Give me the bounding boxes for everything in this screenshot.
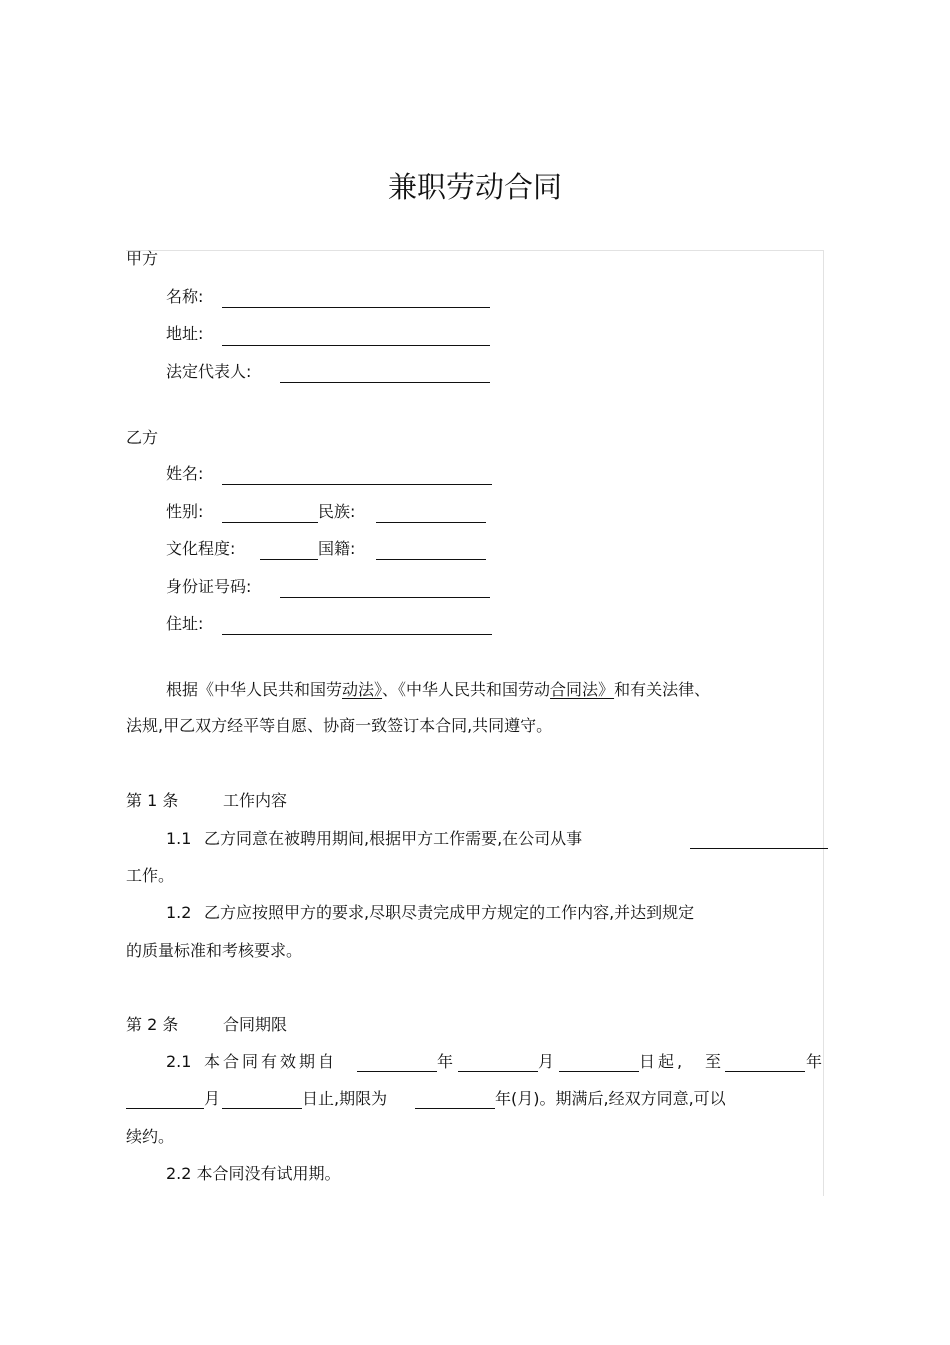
preamble-text-a: 根据《中华人民共和国劳 [166, 680, 343, 699]
document-title: 兼职劳动合同 [387, 170, 562, 204]
article-2-heading: 第 2 条 [126, 1015, 179, 1034]
article-1-title: 工作内容 [223, 791, 288, 810]
party-a-rep-label: 法定代表人: [166, 362, 252, 381]
clause-2-1-number: 2.1 [166, 1052, 192, 1071]
party-a-address-label: 地址: [166, 324, 204, 343]
party-b-id-field[interactable] [280, 597, 490, 598]
term-field[interactable] [415, 1108, 495, 1109]
party-b-address-label: 住址: [166, 614, 204, 633]
end-year-label: 年 [806, 1052, 823, 1071]
preamble-line-2: 法规,甲乙双方经平等自愿、协商一致签订本合同,共同遵守。 [126, 716, 553, 735]
clause-2-2-text: 2.2 本合同没有试用期。 [166, 1164, 341, 1183]
party-b-heading: 乙方 [126, 428, 159, 447]
end-month-label: 月 [204, 1089, 221, 1108]
party-b-name-label: 姓名: [166, 464, 204, 483]
party-a-name-label: 名称: [166, 287, 204, 306]
party-a-rep-field[interactable] [280, 382, 490, 383]
clause-2-1-start: 本合同有效期自 [204, 1052, 338, 1071]
term-label: 年(月)。期满后,经双方同意,可以 [495, 1089, 726, 1108]
clause-1-2-number: 1.2 [166, 903, 192, 922]
party-b-ethnicity-label: 民族: [318, 502, 356, 521]
job-field[interactable] [690, 848, 828, 849]
party-b-id-label: 身份证号码: [166, 577, 252, 596]
preamble-line-1 [166, 679, 710, 701]
start-month-field[interactable] [458, 1071, 538, 1072]
party-b-gender-label: 性别: [166, 502, 204, 521]
end-day-field[interactable] [222, 1108, 302, 1109]
labor-contract-law-link[interactable]: 合同法》 [550, 680, 615, 699]
end-month-field[interactable] [126, 1108, 204, 1109]
clause-1-1-text: 乙方同意在被聘用期间,根据甲方工作需要,在公司从事 [204, 829, 583, 848]
party-a-heading: 甲方 [126, 249, 159, 268]
labor-law-link[interactable]: 动法》 [342, 680, 383, 699]
clause-2-1-end: 续约。 [126, 1127, 175, 1146]
party-b-gender-field[interactable] [222, 522, 318, 523]
end-year-field[interactable] [725, 1071, 805, 1072]
party-b-education-label: 文化程度: [166, 539, 236, 558]
to-label: 至 [705, 1052, 722, 1071]
clause-1-2-text: 乙方应按照甲方的要求,尽职尽责完成甲方规定的工作内容,并达到规定 [204, 903, 695, 922]
page-border-right [823, 250, 824, 1196]
preamble-text-b: 、《中华人民共和国劳动 [382, 680, 551, 699]
start-year-field[interactable] [357, 1071, 437, 1072]
party-b-nationality-field[interactable] [376, 559, 486, 560]
preamble-text-c: 和有关法律、 [614, 680, 711, 699]
party-b-name-field[interactable] [222, 484, 492, 485]
article-1-heading: 第 1 条 [126, 791, 179, 810]
page-border-top [126, 250, 824, 251]
start-month-label: 月 [538, 1052, 555, 1071]
start-day-field[interactable] [559, 1071, 639, 1072]
article-2-title: 合同期限 [223, 1015, 288, 1034]
clause-1-2-end: 的质量标准和考核要求。 [126, 941, 303, 960]
clause-1-1-number: 1.1 [166, 829, 192, 848]
party-a-name-field[interactable] [222, 307, 490, 308]
party-b-ethnicity-field[interactable] [376, 522, 486, 523]
clause-1-1-end: 工作。 [126, 866, 175, 885]
end-day-label: 日止,期限为 [302, 1089, 388, 1108]
start-day-label: 日起, [639, 1052, 686, 1071]
party-b-nationality-label: 国籍: [318, 539, 356, 558]
party-a-address-field[interactable] [222, 345, 490, 346]
party-b-address-field[interactable] [222, 634, 492, 635]
party-b-education-field[interactable] [260, 559, 318, 560]
start-year-label: 年 [437, 1052, 454, 1071]
